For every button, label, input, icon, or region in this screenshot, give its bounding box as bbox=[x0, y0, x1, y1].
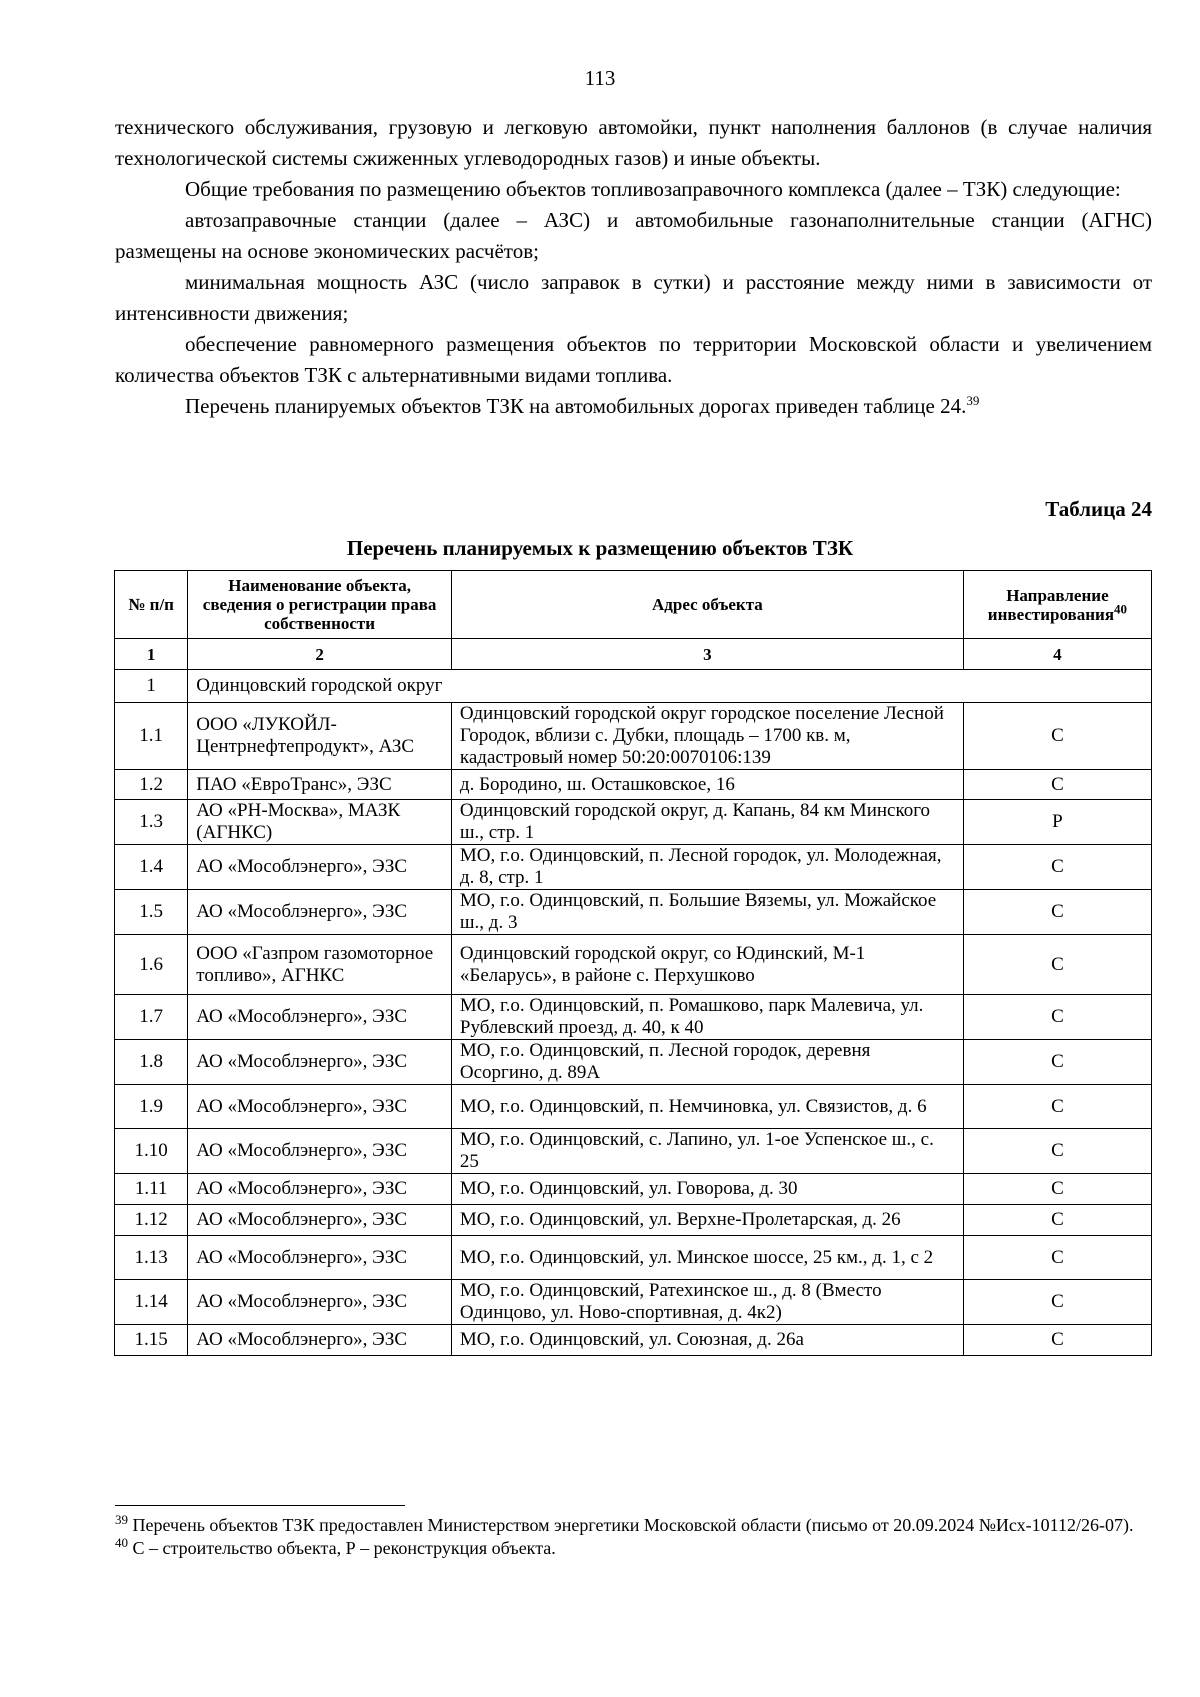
row-address: МО, г.о. Одинцовский, п. Немчиновка, ул. Связистов, д. 6 bbox=[451, 1085, 963, 1129]
row-num: 1.11 bbox=[115, 1174, 188, 1205]
row-direction: С bbox=[963, 770, 1151, 800]
row-name: ПАО «ЕвроТранс», ЭЗС bbox=[188, 770, 452, 800]
row-name: АО «Мособлэнерго», ЭЗС bbox=[188, 1325, 452, 1356]
row-name: АО «Мособлэнерго», ЭЗС bbox=[188, 995, 452, 1040]
row-direction: С bbox=[963, 890, 1151, 935]
paragraph: обеспечение равномерного размещения объектов по территории Московской области и увеличением количества объектов ТЗК с альтернативными видами топлива. bbox=[115, 332, 1152, 387]
group-row bbox=[115, 670, 1152, 703]
row-name: ООО «ЛУКОЙЛ-Центрнефтепродукт», АЗС bbox=[188, 703, 452, 770]
table-header-row bbox=[115, 571, 1152, 639]
group-title: Одинцовский городской округ bbox=[188, 670, 1152, 703]
row-direction: Р bbox=[963, 800, 1151, 845]
row-address: МО, г.о. Одинцовский, п. Лесной городок, деревня Осоргино, д. 89А bbox=[451, 1040, 963, 1085]
row-direction: С bbox=[963, 1174, 1151, 1205]
row-address: МО, г.о. Одинцовский, ул. Союзная, д. 26а bbox=[451, 1325, 963, 1356]
body-text bbox=[115, 112, 1152, 452]
table-row bbox=[115, 770, 1152, 800]
column-index: 4 bbox=[963, 639, 1151, 670]
column-index: 3 bbox=[451, 639, 963, 670]
table-row bbox=[115, 703, 1152, 770]
table-row bbox=[115, 1205, 1152, 1236]
row-address: МО, г.о. Одинцовский, п. Ромашково, парк Малевича, ул. Рублевский проезд, д. 40, к 40 bbox=[451, 995, 963, 1040]
row-name: АО «Мособлэнерго», ЭЗС bbox=[188, 845, 452, 890]
row-address: МО, г.о. Одинцовский, с. Лапино, ул. 1-ое Успенское ш., с. 25 bbox=[451, 1129, 963, 1174]
column-index: 1 bbox=[115, 639, 188, 670]
row-num: 1.10 bbox=[115, 1129, 188, 1174]
row-direction: С bbox=[963, 845, 1151, 890]
paragraph: технического обслуживания, грузовую и легковую автомойки, пункт наполнения баллонов (в случае наличия технологической системы сжиженных углеводородных газов) и иные объекты. bbox=[115, 115, 1152, 170]
row-name: АО «Мособлэнерго», ЭЗС bbox=[188, 890, 452, 935]
row-direction: С bbox=[963, 1236, 1151, 1280]
table-row bbox=[115, 1174, 1152, 1205]
column-index-row bbox=[115, 639, 1152, 670]
table-row bbox=[115, 1236, 1152, 1280]
row-name: АО «Мособлэнерго», ЭЗС bbox=[188, 1280, 452, 1325]
row-address: Одинцовский городской округ городское поселение Лесной Городок, вблизи с. Дубки, площадь – 1700 кв. м, кадастровый номер 50:20:0070106:139 bbox=[451, 703, 963, 770]
row-direction: С bbox=[963, 1205, 1151, 1236]
row-num: 1.8 bbox=[115, 1040, 188, 1085]
table-row bbox=[115, 1085, 1152, 1129]
row-direction: С bbox=[963, 1280, 1151, 1325]
row-name: АО «Мособлэнерго», ЭЗС bbox=[188, 1040, 452, 1085]
table-row bbox=[115, 1040, 1152, 1085]
row-direction: С bbox=[963, 1129, 1151, 1174]
row-address: МО, г.о. Одинцовский, п. Лесной городок, ул. Молодежная, д. 8, стр. 1 bbox=[451, 845, 963, 890]
paragraph: автозаправочные станции (далее – АЗС) и автомобильные газонаполнительные станции (АГНС) размещены на основе экономических расчётов; bbox=[115, 208, 1152, 263]
row-num: 1.9 bbox=[115, 1085, 188, 1129]
table-row bbox=[115, 935, 1152, 995]
objects-table bbox=[114, 570, 1152, 1356]
footnote-ref[interactable]: 40 bbox=[1114, 600, 1128, 616]
row-direction: С bbox=[963, 935, 1151, 995]
row-address: Одинцовский городской округ, д. Капань, 84 км Минского ш., стр. 1 bbox=[451, 800, 963, 845]
row-num: 1.4 bbox=[115, 845, 188, 890]
column-index: 2 bbox=[188, 639, 452, 670]
header-address: Адрес объекта bbox=[451, 571, 963, 639]
row-direction: С bbox=[963, 1325, 1151, 1356]
footnote-divider bbox=[115, 1505, 405, 1506]
table-row bbox=[115, 890, 1152, 935]
table-row bbox=[115, 1129, 1152, 1174]
row-num: 1.7 bbox=[115, 995, 188, 1040]
row-address: МО, г.о. Одинцовский, Ратехинское ш., д. 8 (Вместо Одинцово, ул. Ново-спортивная, д. 4к2) bbox=[451, 1280, 963, 1325]
table-label: Таблица 24 bbox=[1045, 497, 1152, 521]
table-row bbox=[115, 845, 1152, 890]
paragraph: Общие требования по размещению объектов топливозаправочного комплекса (далее – ТЗК) следующие: bbox=[185, 177, 1121, 201]
row-num: 1.13 bbox=[115, 1236, 188, 1280]
header-direction: Направление инвестирования$^{40}$ bbox=[963, 571, 1151, 639]
row-num: 1.3 bbox=[115, 800, 188, 845]
table-row bbox=[115, 1325, 1152, 1356]
row-num: 1.2 bbox=[115, 770, 188, 800]
row-num: 1.1 bbox=[115, 703, 188, 770]
table-row bbox=[115, 800, 1152, 845]
header-name: Наименование объекта, сведения о регистрации права собственности bbox=[188, 571, 452, 639]
row-name: АО «Мособлэнерго», ЭЗС bbox=[188, 1174, 452, 1205]
footnote-ref[interactable]: 39 bbox=[966, 393, 980, 408]
row-num: 1.14 bbox=[115, 1280, 188, 1325]
row-name: АО «Мособлэнерго», ЭЗС bbox=[188, 1236, 452, 1280]
table-row bbox=[115, 1280, 1152, 1325]
page-number: 113 bbox=[584, 66, 616, 90]
paragraph: минимальная мощность АЗС (число заправок в сутки) и расстояние между ними в зависимости от интенсивности движения; bbox=[115, 270, 1152, 325]
row-num: 1.12 bbox=[115, 1205, 188, 1236]
row-direction: С bbox=[963, 1085, 1151, 1129]
row-address: МО, г.о. Одинцовский, ул. Минское шоссе, 25 км., д. 1, с 2 bbox=[451, 1236, 963, 1280]
row-num: 1.6 bbox=[115, 935, 188, 995]
row-direction: С bbox=[963, 1040, 1151, 1085]
table-title: Перечень планируемых к размещению объектов ТЗК bbox=[346, 536, 854, 560]
row-num: 1.5 bbox=[115, 890, 188, 935]
row-num: 1.15 bbox=[115, 1325, 188, 1356]
table-row bbox=[115, 995, 1152, 1040]
row-name: АО «Мособлэнерго», ЭЗС bbox=[188, 1205, 452, 1236]
paragraph: Перечень планируемых объектов ТЗК на автомобильных дорогах приведен таблице 24.39 bbox=[185, 393, 980, 418]
row-name: ООО «Газпром газомоторное топливо», АГНКС bbox=[188, 935, 452, 995]
footnote: $^{40}$ С – строительство объекта, Р – реконструкция объекта. bbox=[115, 1535, 556, 1558]
group-num: 1 bbox=[115, 670, 188, 703]
row-address: МО, г.о. Одинцовский, ул. Говорова, д. 30 bbox=[451, 1174, 963, 1205]
footnotes bbox=[115, 1514, 1152, 1560]
row-address: Одинцовский городской округ, со Юдинский, М-1 «Беларусь», в районе с. Перхушково bbox=[451, 935, 963, 995]
row-name: АО «Мособлэнерго», ЭЗС bbox=[188, 1129, 452, 1174]
row-name: АО «Мособлэнерго», ЭЗС bbox=[188, 1085, 452, 1129]
row-address: МО, г.о. Одинцовский, ул. Верхне-Пролетарская, д. 26 bbox=[451, 1205, 963, 1236]
row-address: МО, г.о. Одинцовский, п. Большие Вяземы, ул. Можайское ш., д. 3 bbox=[451, 890, 963, 935]
row-direction: С bbox=[963, 995, 1151, 1040]
row-name: АО «РН-Москва», МАЗК (АГНКС) bbox=[188, 800, 452, 845]
row-address: д. Бородино, ш. Осташковское, 16 bbox=[451, 770, 963, 800]
row-direction: С bbox=[963, 703, 1151, 770]
header-num: № п/п bbox=[115, 571, 188, 639]
footnote: $^{39}$ Перечень объектов ТЗК предоставлен Министерством энергетики Московской области (письмо от 20.09.2024 №Исх-10112/26-07). bbox=[115, 1512, 1134, 1535]
